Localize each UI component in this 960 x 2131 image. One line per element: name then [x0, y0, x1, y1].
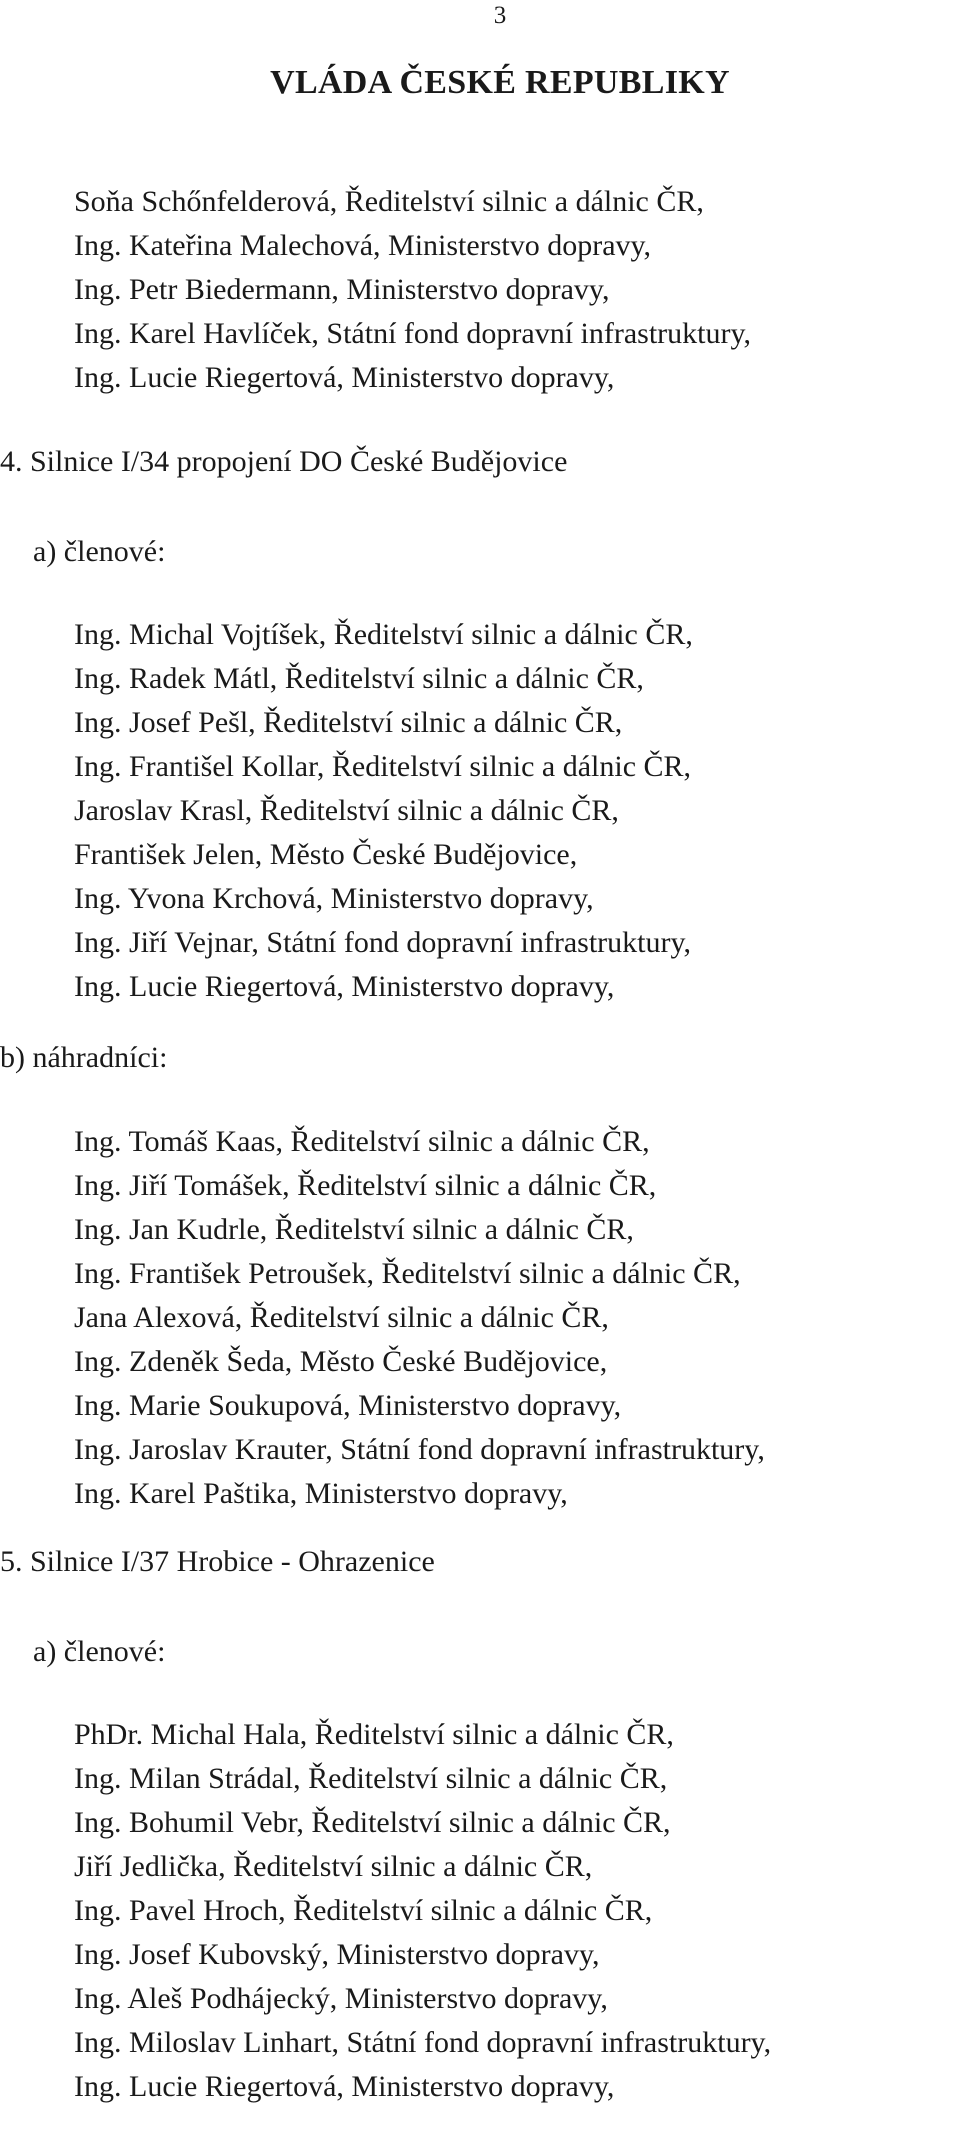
document-title: VLÁDA ČESKÉ REPUBLIKY — [270, 64, 730, 101]
list-item: Ing. Zdeněk Šeda, Město České Budějovice, — [74, 1345, 608, 1378]
list-item: Ing. Jan Kudrle, Ředitelství silnic a dálnic ČR, — [74, 1213, 634, 1246]
list-item: Ing. Tomáš Kaas, Ředitelství silnic a dálnic ČR, — [74, 1125, 650, 1158]
list-item: Ing. Lucie Riegertová, Ministerstvo dopravy, — [74, 970, 615, 1003]
section-5-member-list — [0, 1713, 960, 2109]
list-item: Ing. Aleš Podhájecký, Ministerstvo dopravy, — [74, 1982, 608, 2015]
list-item: Jana Alexová, Ředitelství silnic a dálnic ČR, — [74, 1301, 609, 1334]
list-item: Jaroslav Krasl, Ředitelství silnic a dálnic ČR, — [74, 794, 619, 827]
section-4-heading-wrap — [0, 440, 960, 484]
list-item: František Jelen, Město České Budějovice, — [74, 838, 578, 871]
list-item: Ing. Jiří Vejnar, Státní fond dopravní infrastruktury, — [74, 926, 692, 959]
section-5-members-label-wrap — [0, 1630, 960, 1674]
members-label: a) členové: — [33, 1635, 166, 1668]
list-item: Ing. Pavel Hroch, Ředitelství silnic a dálnic ČR, — [74, 1894, 653, 1927]
list-item: Ing. Karel Havlíček, Státní fond dopravní infrastruktury, — [74, 317, 752, 350]
list-item: Ing. Michal Vojtíšek, Ředitelství silnic a dálnic ČR, — [74, 618, 693, 651]
members-label: a) členové: — [33, 535, 166, 568]
list-item: Ing. Yvona Krchová, Ministerstvo dopravy, — [74, 882, 594, 915]
list-item: PhDr. Michal Hala, Ředitelství silnic a dálnic ČR, — [74, 1718, 674, 1751]
intro-member-list — [0, 180, 960, 400]
list-item: Ing. Josef Kubovský, Ministerstvo dopravy, — [74, 1938, 600, 1971]
section-heading: 4. Silnice I/34 propojení DO České Budějovice — [0, 445, 568, 478]
list-item: Ing. Milan Strádal, Ředitelství silnic a dálnic ČR, — [74, 1762, 668, 1795]
section-4-member-list — [0, 613, 960, 1009]
list-item: Ing. Radek Mátl, Ředitelství silnic a dálnic ČR, — [74, 662, 644, 695]
list-item: Ing. Miloslav Linhart, Státní fond dopravní infrastruktury, — [74, 2026, 772, 2059]
substitutes-label: b) náhradníci: — [0, 1041, 168, 1074]
list-item: Ing. Bohumil Vebr, Ředitelství silnic a dálnic ČR, — [74, 1806, 671, 1839]
list-item: Ing. Jiří Tomášek, Ředitelství silnic a dálnic ČR, — [74, 1169, 657, 1202]
page-number: 3 — [493, 2, 507, 29]
list-item: Jiří Jedlička, Ředitelství silnic a dálnic ČR, — [74, 1850, 593, 1883]
list-item: Ing. Petr Biedermann, Ministerstvo dopravy, — [74, 273, 610, 306]
list-item: Soňa Schőnfelderová, Ředitelství silnic a dálnic ČR, — [74, 185, 704, 218]
list-item: Ing. Kateřina Malechová, Ministerstvo dopravy, — [74, 229, 652, 262]
list-item: Ing. Lucie Riegertová, Ministerstvo dopravy, — [74, 361, 615, 394]
section-5-heading-wrap — [0, 1540, 960, 1584]
list-item: Ing. František Petroušek, Ředitelství silnic a dálnic ČR, — [74, 1257, 741, 1290]
list-item: Ing. Josef Pešl, Ředitelství silnic a dálnic ČR, — [74, 706, 623, 739]
list-item: Ing. Františel Kollar, Ředitelství silnic a dálnic ČR, — [74, 750, 692, 783]
list-item: Ing. Jaroslav Krauter, Státní fond dopravní infrastruktury, — [74, 1433, 765, 1466]
list-item: Ing. Karel Paštika, Ministerstvo dopravy, — [74, 1477, 568, 1510]
list-item: Ing. Marie Soukupová, Ministerstvo dopravy, — [74, 1389, 622, 1422]
section-heading: 5. Silnice I/37 Hrobice - Ohrazenice — [0, 1545, 435, 1578]
list-item: Ing. Lucie Riegertová, Ministerstvo dopravy, — [74, 2070, 615, 2103]
section-4-members-label-wrap — [0, 530, 960, 574]
section-4-substitute-list — [0, 1120, 960, 1516]
section-4-substitutes-label-wrap — [0, 1036, 960, 1080]
